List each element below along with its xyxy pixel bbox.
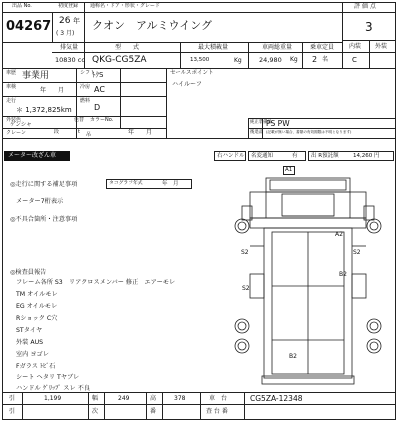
grid-line	[146, 392, 147, 420]
inspection-line: TM オイルモレ	[16, 291, 58, 298]
recycle-label: 出 R預託額	[311, 153, 339, 159]
grid-line	[2, 68, 396, 69]
ac-value: AC	[94, 85, 105, 94]
notes-label: 後退品	[250, 130, 264, 135]
transfer-value: 有	[292, 153, 298, 159]
footer-row2-kind-label: 番	[150, 408, 157, 415]
model-label: 通称名・ドア・形状・グレード	[90, 3, 160, 9]
inspection-line: シート ヘタリ Tヤブレ	[16, 374, 80, 381]
crane-unit-c: 吊	[86, 132, 92, 138]
inspection-line: Fガラス ﾄﾋﾞ石	[16, 363, 56, 370]
mileage-value: ＊ 1,372,825km	[16, 106, 72, 114]
model-name: クオン アルミウイング	[92, 19, 213, 32]
grid-line	[2, 138, 396, 139]
tachograph-label: タコグラフ年式	[109, 181, 143, 186]
ext-grade: C	[352, 56, 357, 64]
diagram-mark-b2-upper: B2	[339, 271, 347, 278]
first-reg-label: 初度登録	[58, 3, 79, 9]
type-value: QKG-CG5ZA	[92, 55, 147, 65]
footer-length-label: 引	[9, 395, 16, 402]
reg-year-unit: 年	[73, 17, 80, 25]
crane-date: 年 月	[128, 129, 153, 136]
inspection-line: STタイヤ	[16, 327, 43, 334]
color-no-label: 色替	[74, 117, 85, 123]
color-no-label-2: カラーNo.	[90, 117, 114, 123]
footer-chassis-value: CG5ZA-12348	[250, 394, 303, 403]
grid-line	[200, 392, 201, 420]
grid-line	[248, 42, 249, 68]
inspection-line: 室内 ヨゴレ	[16, 351, 49, 358]
fuel-value: D	[94, 103, 101, 112]
grid-line	[2, 96, 166, 97]
grid-line	[2, 116, 166, 117]
grid-line	[52, 12, 53, 42]
max-load-value: 13,500	[190, 57, 210, 63]
footer-row2-cont-label: 次	[92, 408, 99, 415]
notes-text: (記載が無い場合、書類の有効期限は不明となります)	[266, 130, 352, 134]
crane-label: クレーン	[6, 130, 26, 136]
total-weight-value: 24,980	[259, 56, 282, 64]
tachograph-value: 年 月	[162, 181, 179, 187]
grid-line	[2, 404, 396, 405]
grid-line	[84, 2, 85, 42]
grid-line	[180, 42, 181, 68]
grid-line	[302, 42, 303, 68]
meter-note: メーター7桁表示	[16, 198, 64, 205]
score-label: 評 価 点	[354, 3, 376, 10]
grid-line	[248, 128, 396, 129]
score-value: 3	[365, 20, 373, 34]
diagram-mark-s2-left-b: S2	[242, 285, 250, 292]
inspection-line: EG オイルモレ	[16, 303, 58, 310]
sales-point-value: ハイルーフ	[172, 81, 202, 88]
footer-height-value: 378	[174, 395, 186, 402]
equipment-value: PS PW	[266, 119, 290, 128]
expiry-label: 車検	[6, 84, 17, 90]
grid-line	[52, 52, 342, 53]
grid-line	[22, 392, 23, 420]
ac-label: 冷房	[80, 84, 91, 90]
grid-line	[166, 68, 167, 138]
total-weight-unit: Kg	[290, 56, 298, 63]
crane-unit-b: t	[78, 129, 80, 135]
grid-line	[104, 392, 105, 420]
inspection-line: ハンドル ｸﾞﾘｯﾌﾟ スレ 不良	[16, 385, 90, 392]
footer-width-label: 幅	[92, 395, 99, 402]
truck-diagram	[226, 166, 396, 388]
grid-line	[369, 40, 370, 68]
footer-length-value: 1,199	[44, 395, 62, 402]
capacity-label: 乗車定員	[310, 44, 335, 51]
lot-number: 04267	[6, 19, 52, 34]
recycle-value: 14,260 円	[353, 153, 380, 159]
diagram-mark-b2-lower: B2	[289, 353, 297, 360]
inspection-line: 外装 AUS	[16, 339, 44, 346]
grid-line	[88, 392, 89, 420]
footer-height-label: 高	[150, 395, 157, 402]
type-label: 型 式	[115, 44, 140, 51]
footer-chassis-label: 車 台	[209, 395, 228, 402]
shift-value: ﾄｸS	[92, 71, 104, 79]
grid-line	[2, 12, 342, 13]
usage-value: 事業用	[22, 71, 50, 81]
ext-color-value: ゲンシャ	[10, 122, 32, 128]
mileage-label: 走行	[6, 98, 17, 104]
transfer-label: 名変通知	[251, 153, 274, 159]
grid-line	[244, 392, 245, 420]
inspection-title: ◎検査員報告	[10, 269, 47, 276]
displacement-value: 10830 cc	[55, 56, 85, 64]
diagram-mark-s2-left-a: S2	[241, 249, 249, 256]
max-load-unit: Kg	[234, 57, 242, 64]
lot-label: 出品 No.	[12, 3, 32, 9]
ext-label: 外装	[375, 43, 388, 50]
diagram-mark-a2: A2	[335, 231, 343, 238]
total-weight-label: 車両総重量	[262, 44, 293, 51]
footer-row2-label: 引	[9, 408, 16, 415]
grid-line	[2, 42, 342, 43]
capacity-value: 2	[312, 55, 318, 64]
fuel-label: 燃料	[80, 98, 91, 104]
ext-color-label: 外装色	[6, 117, 22, 123]
grid-line	[2, 82, 166, 83]
grid-line	[120, 68, 121, 128]
crane-unit-a: 段	[54, 129, 60, 135]
sales-point-label: セールスポイント	[170, 70, 214, 76]
expiry-value: 年 月	[40, 87, 65, 94]
meter-tampered-text: メーター改ざん車	[8, 152, 57, 159]
defects-label: ◎不具合箇所・注意事項	[10, 216, 78, 223]
diagram-mark-s2-right: S2	[353, 249, 361, 256]
footer-row2-kind-label-2: 査 台 番	[206, 408, 228, 415]
diagram-mark-a1: A1	[285, 167, 293, 173]
grid-line	[162, 392, 163, 420]
reg-month: ( 3 月)	[56, 30, 75, 37]
mileage-cert-label: ◎走行に関する補足事項	[10, 181, 78, 188]
reg-year: 26	[59, 16, 71, 26]
inspection-line: Rショック C穴	[16, 315, 58, 322]
inspection-line: フレーム各所 S3 リアクロスメンバー 修正 エアーモレ	[16, 279, 176, 286]
grid-line	[248, 118, 249, 138]
grid-line	[342, 12, 396, 13]
equipment-label: 純正装備品	[250, 120, 272, 125]
grid-line	[2, 392, 396, 393]
footer-width-value: 249	[118, 395, 130, 402]
steering-value: 右ハンドル	[217, 153, 245, 159]
max-load-label: 最大積載量	[198, 44, 229, 51]
shift-label: シフト	[80, 70, 96, 76]
int-label: 内装	[349, 43, 362, 50]
capacity-unit: 名	[322, 56, 329, 63]
grid-line	[84, 42, 85, 68]
usage-label: 車歴	[6, 70, 17, 76]
displacement-label: 排気量	[60, 44, 79, 51]
